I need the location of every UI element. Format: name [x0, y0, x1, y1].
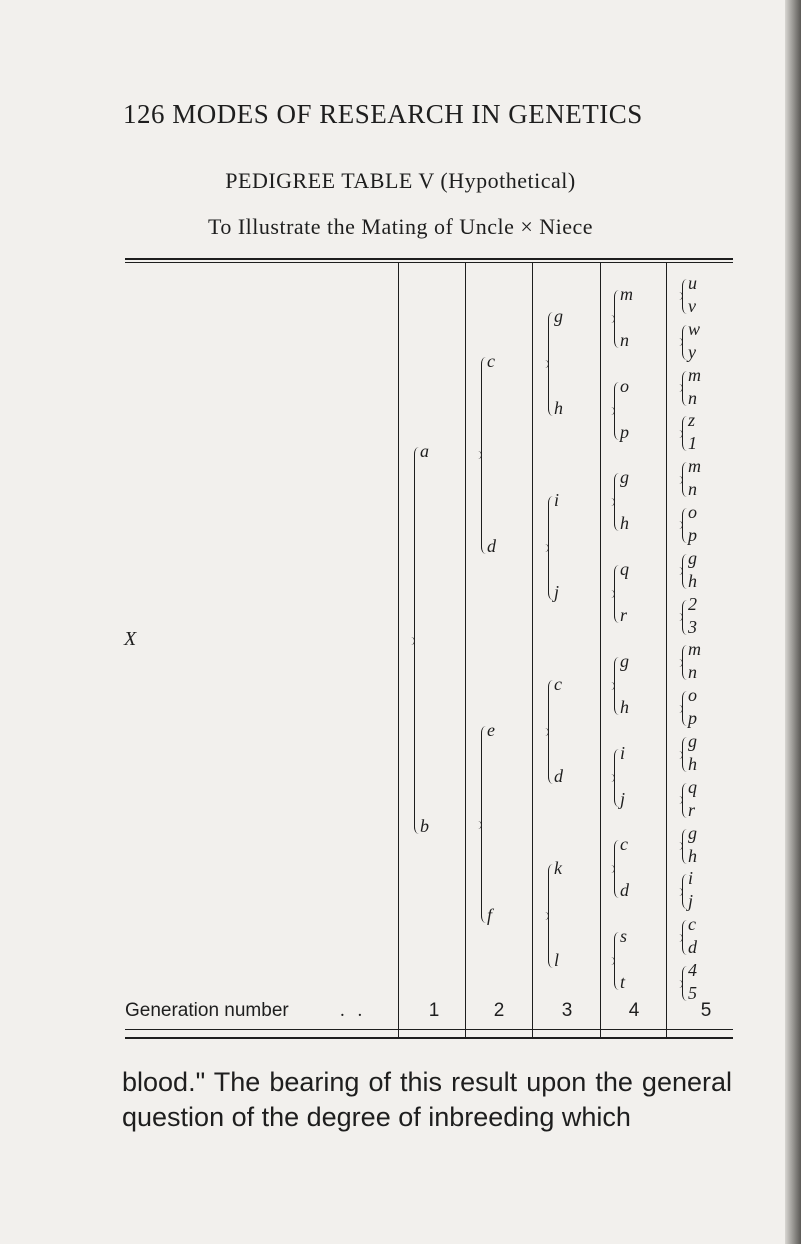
ancestor-label: y [688, 341, 696, 362]
generation-number-2: 2 [493, 1000, 505, 1021]
ancestor-label: h [688, 570, 697, 591]
ancestor-label: m [688, 364, 701, 385]
ancestor-label: a [420, 441, 429, 461]
pedigree-brace [414, 447, 420, 834]
ancestor-label: d [688, 937, 697, 958]
ancestor-label: d [487, 535, 496, 556]
ancestor-label: n [688, 662, 697, 683]
ancestor-label: w [688, 318, 701, 339]
ancestor-label: c [620, 834, 628, 855]
ancestor-label: 3 [688, 616, 697, 637]
ancestor-label: g [688, 731, 697, 752]
ancestor-label: n [620, 329, 629, 350]
table-top-rule [125, 258, 733, 260]
column-rule [600, 263, 601, 1038]
ancestor-label: f [487, 905, 493, 925]
ancestor-label: l [554, 950, 560, 970]
table-subtitle: To Illustrate the Mating of Uncle × Niece [207, 214, 594, 239]
ancestor-label: d [620, 880, 629, 901]
ancestor-label: r [620, 605, 628, 626]
ancestor-label: k [554, 858, 562, 878]
ancestor-label: i [554, 490, 560, 510]
ancestor-label: h [620, 696, 629, 717]
table-bottom-rule [125, 1037, 733, 1039]
ancestor-label: p [688, 524, 697, 545]
ancestor-label: s [620, 926, 628, 947]
ancestor-label: h [688, 845, 697, 866]
ancestor-label: p [620, 421, 629, 442]
page-number: 126 [123, 99, 165, 129]
table-footer-rule [125, 1029, 733, 1030]
generation-number-5: 5 [700, 1000, 712, 1021]
table-top-rule-inner [125, 262, 733, 263]
pedigree-brace [481, 357, 487, 554]
ancestor-label: r [688, 799, 696, 820]
ancestor-label: 2 [688, 593, 697, 614]
ancestor-label: q [688, 776, 697, 797]
ancestor-label: o [620, 375, 629, 396]
ancestor-label: t [620, 972, 626, 992]
ancestor-label: m [620, 284, 633, 304]
ancestor-label: g [620, 467, 629, 488]
ancestor-label: j [554, 582, 560, 602]
ancestor-label: m [688, 639, 701, 660]
ancestor-label: h [620, 513, 629, 534]
ancestor-label: n [688, 479, 697, 500]
ancestor-label: g [688, 822, 697, 843]
ancestor-label: d [554, 766, 563, 786]
ancestor-label: c [554, 674, 562, 694]
ancestor-label: o [688, 502, 697, 523]
ancestor-label: c [487, 351, 495, 371]
table-title: PEDIGREE TABLE V (Hypothetical) [225, 168, 576, 193]
ancestor-label: h [554, 398, 563, 418]
generation-label: Generation number [125, 1000, 289, 1021]
ancestor-label: j [688, 891, 694, 912]
column-rule [398, 263, 399, 1038]
ancestor-label: 1 [688, 433, 697, 454]
ancestor-label: h [688, 753, 697, 774]
pedigree-brace [481, 726, 487, 923]
body-paragraph: blood." The bearing of this result upon the general question of the degree of inbreeding which [122, 1067, 732, 1132]
column-rule [532, 263, 533, 1038]
ancestor-label: p [688, 708, 697, 729]
ancestor-label: 4 [688, 960, 697, 981]
ancestor-label: e [487, 720, 495, 741]
generation-number-4: 4 [628, 1000, 640, 1021]
ancestor-label: b [420, 816, 429, 836]
ancestor-label: u [688, 273, 697, 293]
column-rule [465, 263, 466, 1038]
ancestor-label: i [688, 868, 694, 889]
column-rule [666, 263, 667, 1038]
ancestor-label: m [688, 456, 701, 477]
ancestor-label: j [620, 788, 626, 809]
ancestor-label: n [688, 387, 697, 408]
generation-number-3: 3 [561, 1000, 573, 1021]
ancestor-label: o [688, 685, 697, 706]
ancestor-label: g [620, 650, 629, 671]
ancestor-label: 5 [688, 983, 697, 1003]
ancestor-label: v [688, 295, 696, 316]
ancestor-label: c [688, 914, 696, 935]
ancestor-label: g [688, 547, 697, 568]
proband-label: X [124, 628, 137, 650]
ancestor-label: i [620, 742, 626, 763]
running-title: MODES OF RESEARCH IN GENETICS [172, 99, 643, 129]
ancestor-label: z [688, 410, 696, 431]
ancestor-label: g [554, 306, 563, 326]
generation-number-1: 1 [428, 1000, 440, 1021]
ancestor-label: q [620, 559, 629, 580]
generation-dots: . . [340, 1000, 367, 1021]
